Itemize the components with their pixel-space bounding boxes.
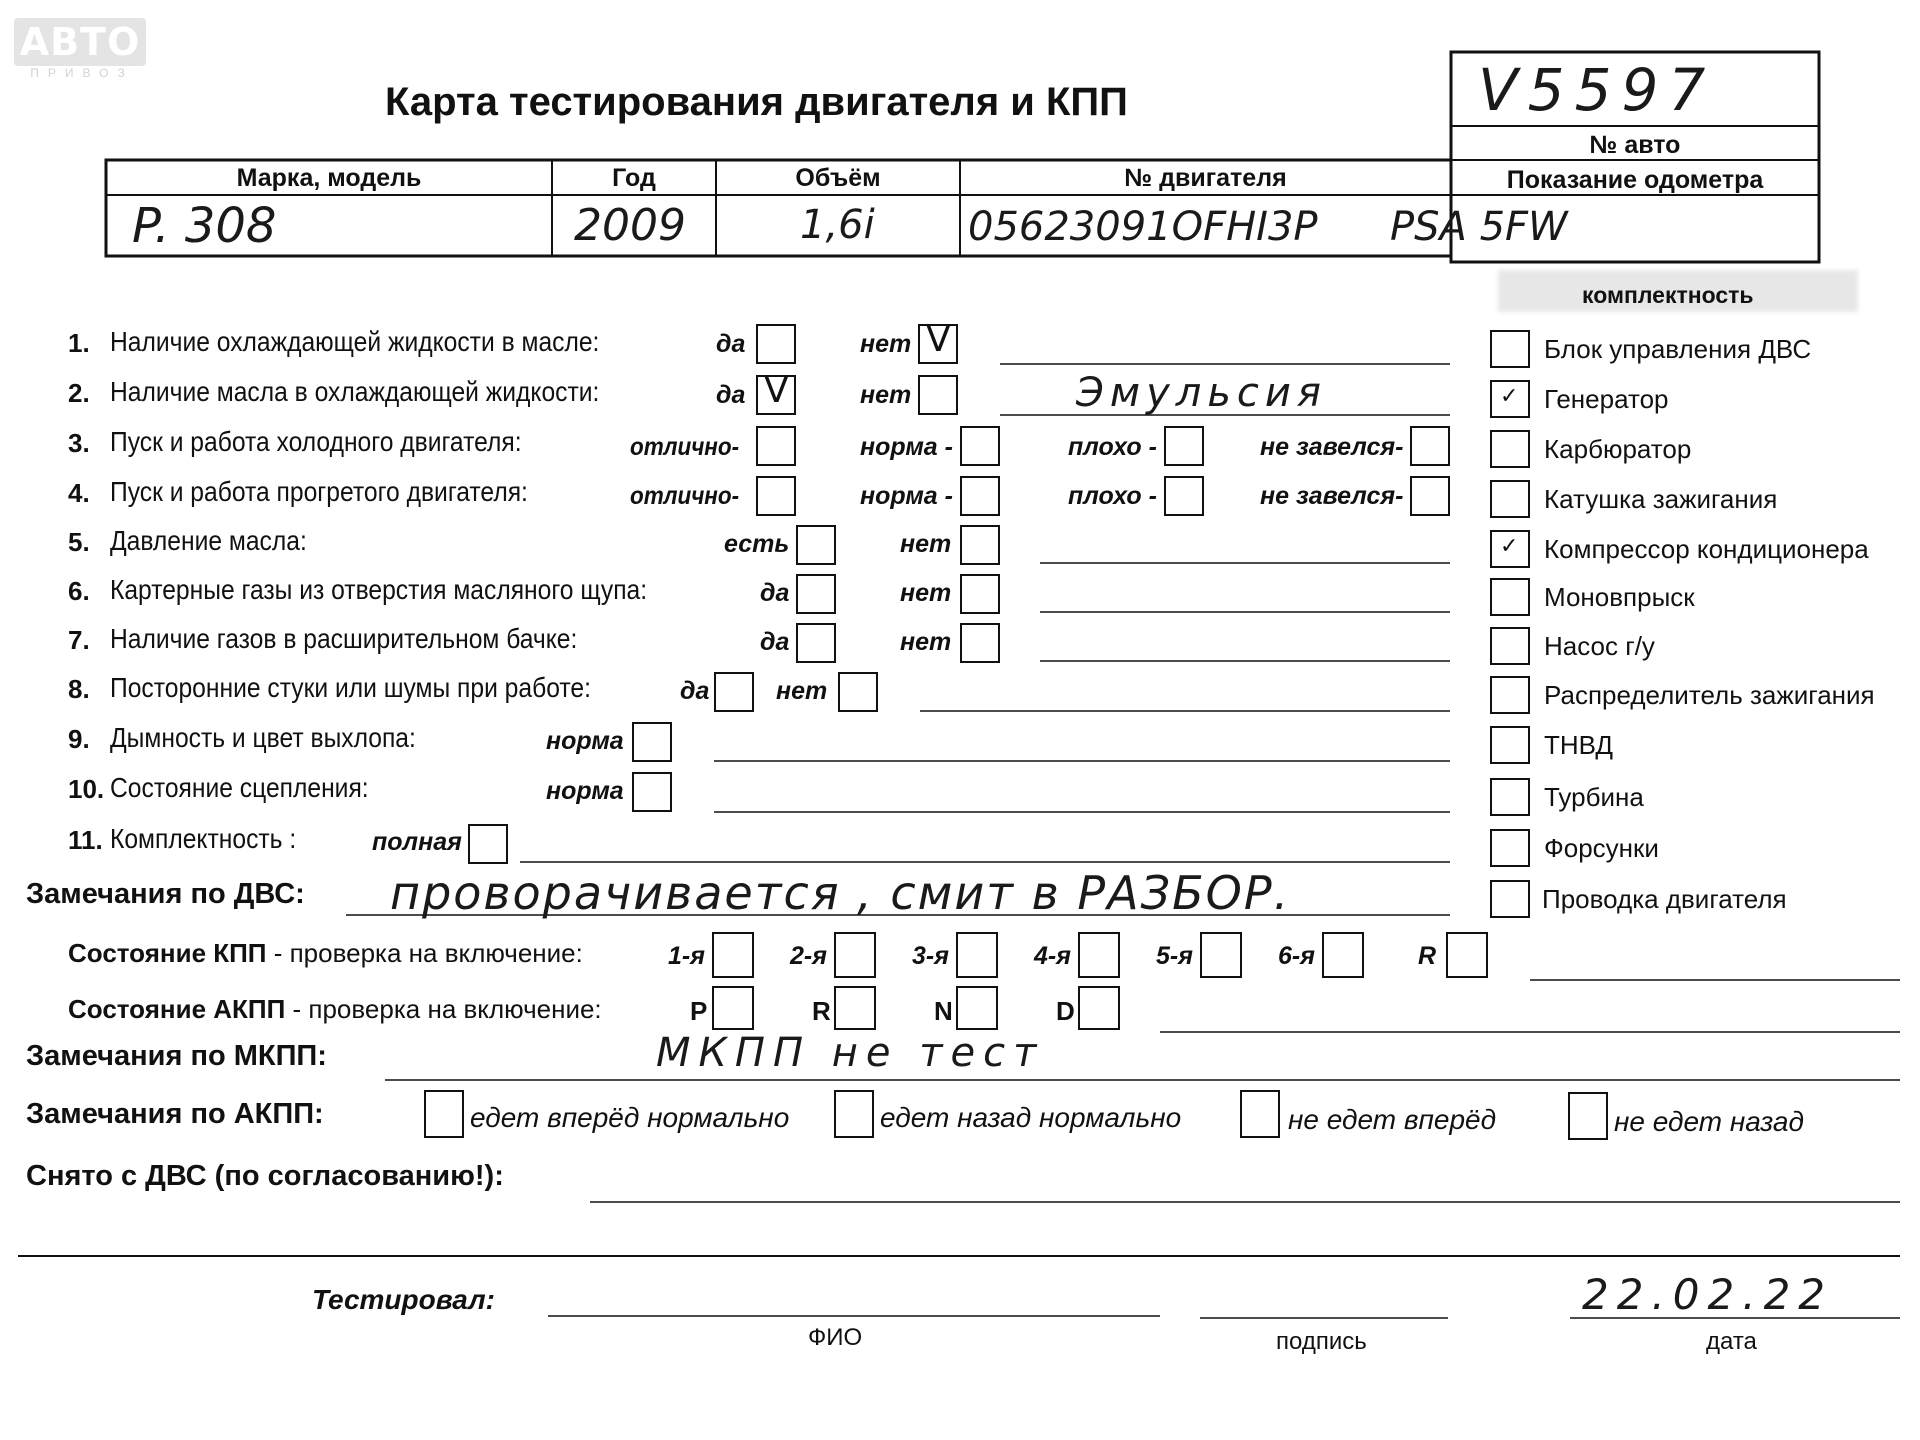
date-value: 22.02.22 — [1582, 1270, 1834, 1319]
col-year: Год — [612, 164, 656, 192]
kpp-gear-3-label: 3-я — [912, 942, 949, 970]
q5-option-present: есть — [724, 530, 790, 558]
q2-yes-check-mark: V — [764, 370, 789, 411]
comp-distributor-label: Распределитель зажигания — [1544, 680, 1875, 710]
comp-distributor-checkbox[interactable] — [1490, 676, 1530, 714]
comp-carburetor-label: Карбюратор — [1544, 434, 1692, 464]
q7-text: Наличие газов в расширительном бачке: — [110, 623, 578, 654]
q1-no-check-mark: V — [926, 319, 951, 360]
comp-ac-compressor-check-mark: ✓ — [1500, 534, 1519, 559]
q3-option-no-start: не завелся- — [1260, 433, 1404, 461]
q1-number: 1. — [68, 328, 90, 358]
q3-text: Пуск и работа холодного двигателя: — [110, 426, 522, 457]
q8-number: 8. — [68, 674, 90, 704]
q11-text: Комплектность : — [110, 823, 297, 854]
value-engine-number: 05623091OFHI3P — [968, 204, 1318, 250]
comp-generator-check-mark: ✓ — [1500, 384, 1519, 409]
auto-number-value: V5597 — [1478, 56, 1716, 124]
comp-ac-compressor-label: Компрессор кондиционера — [1544, 534, 1869, 564]
value-year: 2009 — [574, 200, 686, 251]
q8-option-no: нет — [776, 677, 828, 705]
q5-number: 5. — [68, 527, 90, 557]
q10-normal-checkbox[interactable] — [632, 772, 672, 812]
kpp-gear-4-label: 4-я — [1034, 942, 1071, 970]
akpp-mode-n-checkbox[interactable] — [956, 986, 998, 1030]
akpp-mode-p-checkbox[interactable] — [712, 986, 754, 1030]
q5-option-absent: нет — [900, 530, 952, 558]
q9-option-normal: норма — [546, 727, 624, 755]
logo-text: АВТО — [19, 20, 141, 64]
q4-option-excellent: отлично- — [630, 482, 740, 510]
q7-option-no: нет — [900, 628, 952, 656]
akpp-mode-d-checkbox[interactable] — [1078, 986, 1120, 1030]
kpp-gear-2-checkbox[interactable] — [834, 932, 876, 978]
q3-excellent-checkbox[interactable] — [756, 426, 796, 466]
q9-number: 9. — [68, 724, 90, 754]
comp-wiring-label: Проводка двигателя — [1542, 884, 1787, 914]
q3-option-excellent: отлично- — [630, 433, 740, 461]
comp-ignition-coil-label: Катушка зажигания — [1544, 484, 1778, 514]
signature-caption: подпись — [1276, 1328, 1367, 1355]
remarks-mkpp-label: Замечания по МКПП: — [26, 1040, 327, 1072]
q4-number: 4. — [68, 478, 90, 508]
comp-turbine-checkbox[interactable] — [1490, 778, 1530, 816]
q2-text: Наличие масла в охлаждающей жидкости: — [110, 376, 600, 407]
q6-text: Картерные газы из отверстия масляного щупа: — [110, 574, 648, 605]
comp-ps-pump-checkbox[interactable] — [1490, 627, 1530, 665]
comp-ecu-checkbox[interactable] — [1490, 330, 1530, 368]
comp-ignition-coil-checkbox[interactable] — [1490, 480, 1530, 518]
q3-bad-checkbox[interactable] — [1164, 426, 1204, 466]
kpp-gear-5-checkbox[interactable] — [1200, 932, 1242, 978]
remarks-dvs-value: проворачивается , смит в РАЗБОР. — [390, 866, 1291, 920]
akpp-no-forward-label: не едет вперёд — [1288, 1104, 1497, 1135]
fio-caption: ФИО — [808, 1324, 863, 1351]
q4-option-normal: норма - — [860, 482, 953, 510]
value-odometer: PSA 5FW — [1390, 204, 1568, 250]
kpp-gear-6-checkbox[interactable] — [1322, 932, 1364, 978]
q7-no-checkbox[interactable] — [960, 623, 1000, 663]
col-brand-model: Марка, модель — [236, 164, 422, 192]
akpp-label-bold: Состояние АКПП — [68, 994, 286, 1024]
kpp-label-rest: - проверка на включение: — [266, 938, 583, 968]
comp-carburetor-checkbox[interactable] — [1490, 430, 1530, 468]
date-caption: дата — [1706, 1328, 1757, 1355]
q7-yes-checkbox[interactable] — [796, 623, 836, 663]
comp-injection-pump-checkbox[interactable] — [1490, 726, 1530, 764]
q11-number: 11. — [68, 825, 103, 855]
value-brand-model: P. 308 — [132, 198, 277, 254]
kpp-gear-r-checkbox[interactable] — [1446, 932, 1488, 978]
akpp-mode-n-label: N — [934, 996, 953, 1026]
akpp-mode-p-label: P — [690, 996, 708, 1026]
q5-text: Давление масла: — [110, 525, 307, 556]
q8-yes-checkbox[interactable] — [714, 672, 754, 712]
q2-number: 2. — [68, 378, 90, 408]
q6-yes-checkbox[interactable] — [796, 574, 836, 614]
q4-excellent-checkbox[interactable] — [756, 476, 796, 516]
q11-option-full: полная — [372, 828, 462, 856]
q6-number: 6. — [68, 576, 90, 606]
comp-wiring-checkbox[interactable] — [1490, 880, 1530, 918]
q2-option-no: нет — [860, 381, 912, 409]
q4-option-no-start: не завелся- — [1260, 482, 1404, 510]
q6-option-no: нет — [900, 579, 952, 607]
akpp-forward-ok-checkbox[interactable] — [424, 1090, 464, 1138]
q4-option-bad: плохо - — [1068, 482, 1157, 510]
q5-absent-checkbox[interactable] — [960, 525, 1000, 565]
q1-option-no: нет — [860, 330, 912, 358]
completeness-title: комплектность — [1582, 282, 1754, 308]
q8-no-checkbox[interactable] — [838, 672, 878, 712]
comp-turbine-label: Турбина — [1544, 782, 1644, 812]
kpp-gear-2-label: 2-я — [790, 942, 827, 970]
comp-mono-injection-checkbox[interactable] — [1490, 578, 1530, 616]
q7-number: 7. — [68, 625, 90, 655]
tested-by-label: Тестировал: — [312, 1284, 495, 1315]
q8-text: Посторонние стуки или шумы при работе: — [110, 672, 591, 703]
q4-no-start-checkbox[interactable] — [1410, 476, 1450, 516]
col-odometer: Показание одометра — [1506, 166, 1764, 194]
comp-ps-pump-label: Насос г/у — [1544, 631, 1655, 661]
q3-no-start-checkbox[interactable] — [1410, 426, 1450, 466]
q4-bad-checkbox[interactable] — [1164, 476, 1204, 516]
q7-option-yes: да — [760, 628, 790, 656]
akpp-label — [68, 994, 602, 1025]
q6-no-checkbox[interactable] — [960, 574, 1000, 614]
akpp-backward-ok-checkbox[interactable] — [834, 1090, 874, 1138]
akpp-backward-ok-label: едет назад нормально — [880, 1102, 1182, 1133]
q4-normal-checkbox[interactable] — [960, 476, 1000, 516]
q1-text: Наличие охлаждающей жидкости в масле: — [110, 326, 600, 357]
q3-number: 3. — [68, 428, 90, 458]
value-volume: 1,6i — [800, 202, 875, 248]
akpp-mode-d-label: D — [1056, 996, 1075, 1026]
remarks-mkpp-value: МКПП не тест — [656, 1030, 1045, 1076]
q3-option-normal: норма - — [860, 433, 953, 461]
akpp-no-backward-checkbox[interactable] — [1568, 1092, 1608, 1140]
kpp-gear-3-checkbox[interactable] — [956, 932, 998, 978]
q11-full-checkbox[interactable] — [468, 824, 508, 864]
q9-normal-checkbox[interactable] — [632, 722, 672, 762]
q3-normal-checkbox[interactable] — [960, 426, 1000, 466]
kpp-label — [68, 938, 583, 969]
akpp-label-rest: - проверка на включение: — [285, 994, 602, 1024]
akpp-forward-ok-label: едет вперёд нормально — [470, 1102, 790, 1133]
q5-present-checkbox[interactable] — [796, 525, 836, 565]
akpp-mode-r-label: R — [812, 996, 831, 1026]
kpp-gear-r-label: R — [1418, 942, 1437, 970]
form-title: Карта тестирования двигателя и КПП — [385, 80, 1128, 124]
kpp-gear-1-checkbox[interactable] — [712, 932, 754, 978]
kpp-gear-5-label: 5-я — [1156, 942, 1193, 970]
comp-injectors-checkbox[interactable] — [1490, 829, 1530, 867]
q10-option-normal: норма — [546, 777, 624, 805]
q3-option-bad: плохо - — [1068, 433, 1157, 461]
akpp-no-forward-checkbox[interactable] — [1240, 1090, 1280, 1138]
removed-label: Снято с ДВС (по согласованию!): — [26, 1160, 504, 1192]
comp-injection-pump-label: ТНВД — [1544, 730, 1614, 760]
q2-note: Эмульсия — [1076, 370, 1327, 416]
akpp-no-backward-label: не едет назад — [1614, 1106, 1804, 1137]
akpp-mode-r-checkbox[interactable] — [834, 986, 876, 1030]
q4-text: Пуск и работа прогретого двигателя: — [110, 476, 528, 507]
remarks-akpp-label: Замечания по АКПП: — [26, 1098, 324, 1130]
comp-injectors-label: Форсунки — [1544, 833, 1659, 863]
comp-generator-label: Генератор — [1544, 384, 1669, 414]
kpp-gear-4-checkbox[interactable] — [1078, 932, 1120, 978]
logo-subtext: ПРИВОЗ — [30, 66, 134, 80]
q1-yes-checkbox[interactable] — [756, 324, 796, 364]
q10-number: 10. — [68, 774, 105, 804]
kpp-label-bold: Состояние КПП — [68, 938, 267, 968]
kpp-gear-1-label: 1-я — [668, 942, 705, 970]
q1-option-yes: да — [716, 330, 746, 358]
comp-ecu-label: Блок управления ДВС — [1544, 334, 1812, 364]
col-engine-number: № двигателя — [1124, 164, 1287, 192]
q10-text: Состояние сцепления: — [110, 772, 369, 803]
comp-mono-injection-label: Моновпрыск — [1544, 582, 1695, 612]
col-volume: Объём — [795, 164, 881, 192]
q2-no-checkbox[interactable] — [918, 375, 958, 415]
q8-option-yes: да — [680, 677, 710, 705]
kpp-gear-6-label: 6-я — [1278, 942, 1315, 970]
remarks-dvs-label: Замечания по ДВС: — [26, 878, 305, 910]
q2-option-yes: да — [716, 381, 746, 409]
auto-number-label: № авто — [1589, 131, 1681, 159]
q9-text: Дымность и цвет выхлопа: — [110, 722, 416, 753]
q6-option-yes: да — [760, 579, 790, 607]
